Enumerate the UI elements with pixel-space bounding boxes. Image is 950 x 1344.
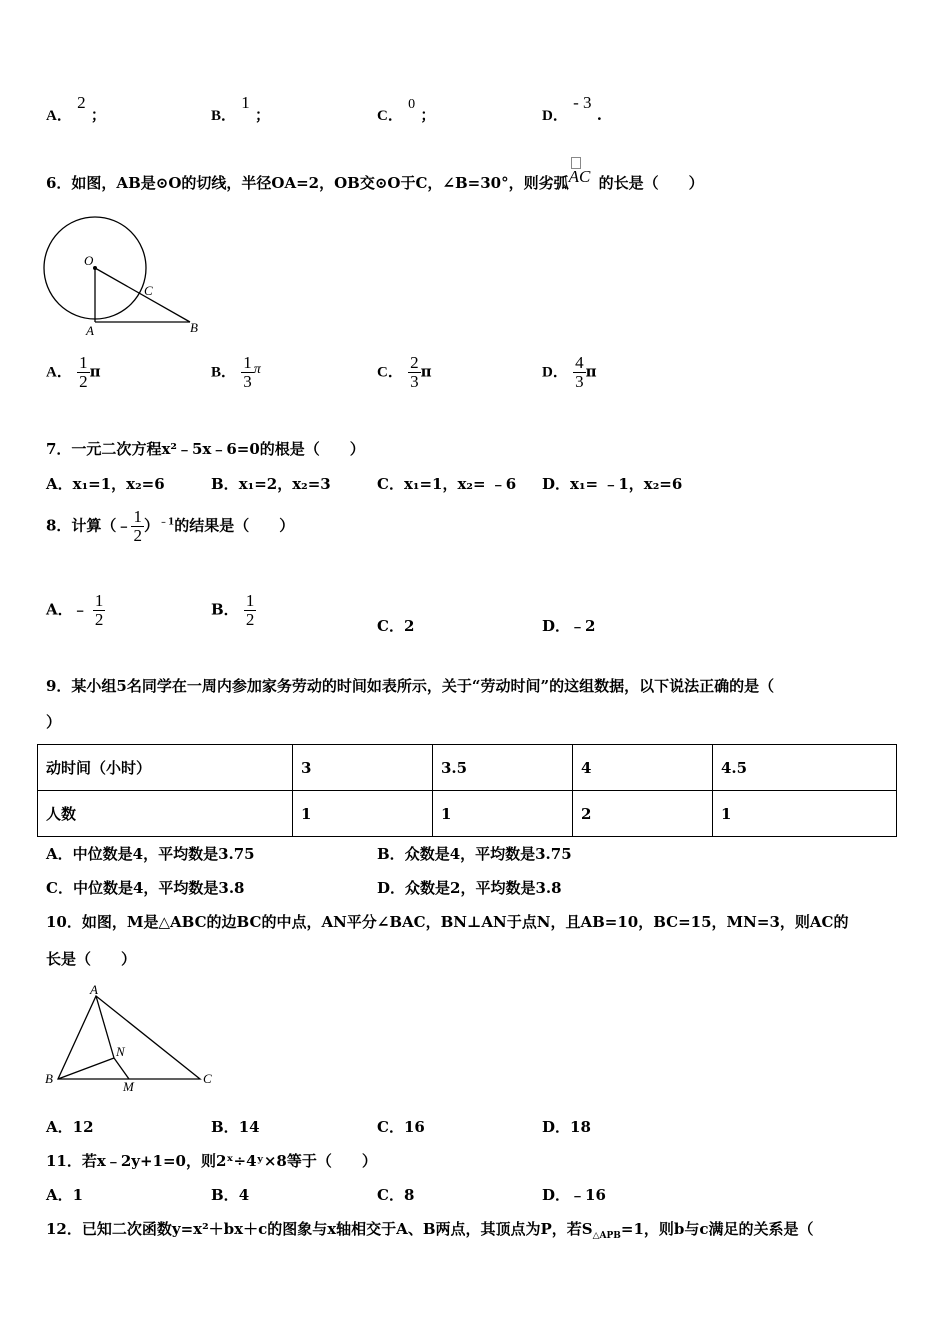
option-text: 14: [238, 1118, 260, 1136]
option-value: 1: [241, 93, 250, 112]
denominator: 2: [245, 610, 255, 629]
fraction: [93, 592, 106, 629]
option-text: 12: [72, 1118, 94, 1136]
option-label: B．: [211, 475, 239, 493]
fraction: [573, 354, 586, 391]
numerator: 1: [94, 591, 104, 610]
label-c: C: [144, 283, 153, 298]
option-label: B．: [211, 1118, 239, 1136]
fraction: [408, 354, 421, 391]
q8-tail: 的结果是（ ）: [174, 516, 295, 535]
q10-stem-line1: 10．如图，M是△ABC的边BC的中点，AN平分∠BAC，BN⊥AN于点N，且AB=10，BC=15，MN=3，则AC的: [46, 913, 849, 931]
denominator: 3: [410, 372, 419, 391]
numerator: 4: [575, 353, 584, 372]
option-text: x₁=1，x₂=6: [72, 475, 165, 493]
table-row: [38, 745, 897, 791]
q11-option-c: [377, 1184, 414, 1205]
option-text: 中位数是4，平均数是3.75: [72, 845, 255, 863]
q6-option-b: [211, 354, 261, 391]
q6-figure: [40, 215, 210, 340]
option-text: 16: [403, 1118, 425, 1136]
option-tail: ；: [420, 106, 436, 124]
option-text: 8: [403, 1186, 415, 1204]
option-label: A．: [46, 1118, 73, 1136]
option-label: C．: [377, 364, 403, 381]
q8-option-b: [211, 592, 256, 629]
q7-option-c: [377, 473, 516, 494]
option-text: 众数是2，平均数是3.8: [405, 879, 562, 897]
option-text: 4: [238, 1186, 250, 1204]
option-label: A．: [46, 600, 73, 619]
q7-stem: 7．一元二次方程x²﹣5x﹣6=0的根是（ ）: [46, 440, 365, 458]
numerator: 1: [79, 353, 88, 372]
option-label: D．: [542, 108, 568, 124]
option-label: D．: [542, 1118, 571, 1136]
table-cell: 1: [713, 791, 897, 837]
label-a: A: [86, 323, 94, 338]
option-tail: π: [585, 362, 597, 381]
option-text: 18: [570, 1118, 591, 1136]
option-label: D．: [542, 475, 571, 493]
option-text: x₁=1，x₂= ﹣6: [403, 475, 517, 493]
option-label: C．: [377, 1118, 404, 1136]
segment-ob: [95, 268, 190, 322]
numerator: 2: [410, 353, 419, 372]
option-text: x₁= ﹣1，x₂=6: [570, 475, 683, 493]
option-text: ﹣16: [570, 1186, 606, 1204]
table-cell: 3: [293, 745, 433, 791]
label-n: N: [116, 1044, 125, 1059]
q6-option-d: [542, 354, 597, 391]
table-row: [38, 791, 897, 837]
q11-option-a: [46, 1184, 83, 1205]
q8-option-c: [377, 615, 414, 636]
label-b: B: [190, 320, 198, 335]
q8-stem: [46, 508, 294, 545]
q12-stem: [46, 1218, 814, 1241]
option-label: A．: [46, 1186, 73, 1204]
triangle-abc: [58, 996, 200, 1079]
option-label: D．: [542, 1186, 571, 1204]
option-label: C．: [377, 617, 404, 635]
q10-option-d: [542, 1116, 591, 1137]
option-tail: π: [420, 362, 432, 381]
option-label: D．: [542, 617, 571, 635]
table-cell: 2: [573, 791, 713, 837]
denominator: 2: [79, 372, 88, 391]
option-label: A．: [46, 364, 72, 381]
q8-option-d: [542, 615, 595, 636]
option-label: B．: [377, 845, 405, 863]
fraction: [77, 354, 90, 391]
q10-option-c: [377, 1116, 425, 1137]
option-label: D．: [377, 879, 406, 897]
q7-option-a: [46, 473, 165, 494]
table-cell: 人数: [38, 791, 293, 837]
denominator: 3: [243, 372, 252, 391]
fraction: [131, 508, 144, 545]
q8-option-a: [46, 592, 105, 629]
q6-stem: [46, 167, 704, 193]
option-label: A．: [46, 475, 73, 493]
option-text: 中位数是4，平均数是3.8: [72, 879, 245, 897]
q9-stem-line2: ）: [46, 713, 62, 731]
q6-text-after: 的长是（ ）: [598, 174, 704, 192]
table-cell: 4.5: [713, 745, 897, 791]
option-label: B．: [211, 108, 237, 124]
q12-subscript: △APB: [592, 1231, 621, 1241]
q5-option-b: [211, 93, 270, 125]
option-label: B．: [211, 364, 237, 381]
option-label: D．: [542, 364, 568, 381]
q12-text-before: 12．已知二次函数y=x²＋bx＋c的图象与x轴相交于A、B两点，其顶点为P，若S: [46, 1220, 593, 1238]
denominator: 3: [575, 372, 584, 391]
option-tail: ；: [90, 106, 106, 124]
option-sign: ﹣: [72, 600, 88, 619]
q6-arc-label: AC: [568, 167, 591, 186]
q6-text-before: 6．如图，AB是⊙O的切线，半径OA=2，OB交⊙O于C，∠B=30°，则劣弧: [46, 174, 569, 192]
option-tail: π: [89, 362, 101, 381]
option-text: 众数是4，平均数是3.75: [404, 845, 572, 863]
q9-option-a: [46, 843, 255, 864]
option-label: C．: [377, 1186, 404, 1204]
q8-suffix: ）: [143, 516, 159, 535]
label-b: B: [45, 1071, 53, 1086]
label-c: C: [203, 1071, 212, 1086]
q6-arc: [568, 167, 599, 193]
option-label: A．: [46, 108, 72, 124]
q12-text-after: =1，则b与c满足的关系是（: [620, 1220, 814, 1238]
q5-option-a: [46, 93, 106, 125]
option-label: A．: [46, 845, 73, 863]
q11-option-b: [211, 1184, 249, 1205]
denominator: 2: [133, 526, 142, 545]
label-m: M: [123, 1079, 134, 1094]
q10-option-a: [46, 1116, 94, 1137]
q11-stem: 11．若x﹣2y+1=0，则2ˣ÷4ʸ×8等于（ ）: [46, 1152, 377, 1170]
table-cell: 1: [433, 791, 573, 837]
q9-table: [37, 744, 897, 837]
q10-figure: [40, 982, 220, 1094]
q8-prefix: 8．计算（﹣: [46, 516, 132, 535]
segment-an: [96, 996, 114, 1058]
q6-option-c: [377, 354, 432, 391]
table-cell: 4: [573, 745, 713, 791]
option-tail: ；: [254, 106, 270, 124]
table-cell: 3.5: [433, 745, 573, 791]
option-label: C．: [46, 879, 73, 897]
fraction: [241, 354, 254, 391]
option-text: x₁=2，x₂=3: [238, 475, 331, 493]
option-value: 2: [77, 93, 86, 112]
q7-option-b: [211, 473, 331, 494]
numerator: 1: [133, 507, 142, 526]
numerator: 1: [245, 591, 255, 610]
denominator: 2: [94, 610, 104, 629]
q5-option-c: [377, 97, 436, 125]
option-label: B．: [211, 600, 239, 619]
q9-option-c: [46, 877, 245, 898]
q9-option-b: [377, 843, 572, 864]
q10-stem-line2: 长是（ ）: [46, 950, 137, 968]
option-label: C．: [377, 108, 403, 124]
q8-exponent: ﹣1: [158, 517, 175, 528]
q7-option-d: [542, 473, 682, 494]
table-cell: 动时间（小时）: [38, 745, 293, 791]
q10-option-b: [211, 1116, 260, 1137]
option-tail: .: [596, 106, 602, 124]
option-text: ﹣2: [570, 617, 596, 635]
option-text: 1: [72, 1186, 84, 1204]
option-value: 0: [408, 97, 416, 112]
label-a: A: [90, 982, 98, 997]
q5-option-d: [542, 93, 602, 125]
q11-option-d: [542, 1184, 606, 1205]
q9-option-d: [377, 877, 562, 898]
table-cell: 1: [293, 791, 433, 837]
q6-option-a: [46, 354, 101, 391]
option-tail: π: [253, 361, 261, 377]
segment-nm: [114, 1058, 129, 1079]
center-point: [93, 266, 97, 270]
option-text: 2: [403, 617, 415, 635]
option-label: B．: [211, 1186, 239, 1204]
q9-stem-line1: 9．某小组5名同学在一周内参加家务劳动的时间如表所示，关于“劳动时间”的这组数据，以下说法正确的是（: [46, 677, 775, 695]
option-label: C．: [377, 475, 404, 493]
option-value: - 3: [573, 93, 592, 112]
numerator: 1: [243, 353, 252, 372]
label-o: O: [84, 253, 94, 268]
fraction: [244, 592, 257, 629]
